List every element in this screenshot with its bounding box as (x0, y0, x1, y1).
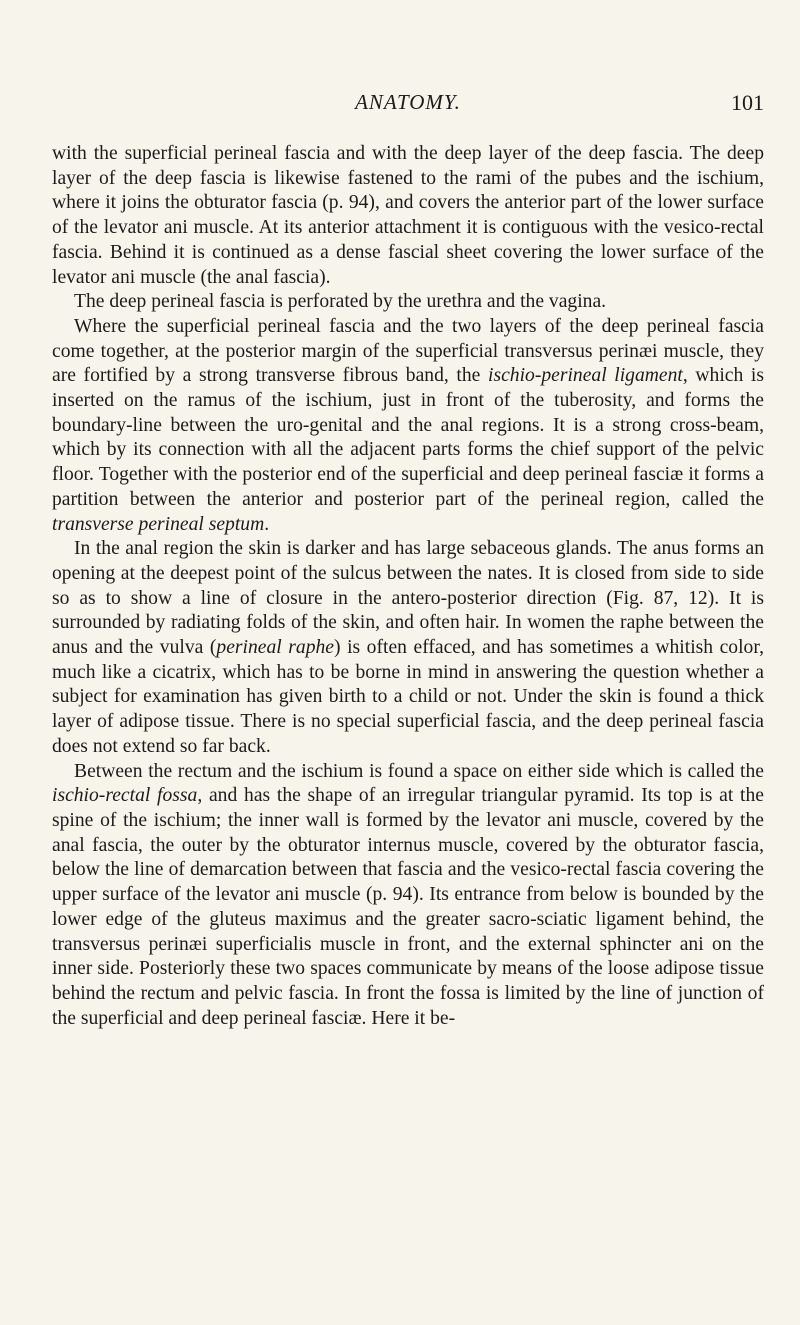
paragraph (52, 142, 764, 290)
italic-term: perineal raphe (216, 637, 334, 659)
text-run: Where the superficial perineal fascia and the two layers of the deep perineal fascia come together, at the posterior margin of the superficial transversus perinæi muscle, they are fortified by a strong transverse fibrous band, the (52, 315, 764, 387)
text-run: ) is often effaced, and has sometimes a whitish color, much like a cicatrix, which has to be borne in mind in answering the question whether a subject for examination has given birth to a child or not. Under the skin is found a thick layer of adipose tissue. There is no special superficial fascia, and the deep perineal fascia does not extend so far back. (52, 637, 764, 757)
text-run: with the superficial perineal fascia and with the deep layer of the deep fascia. The deep layer of the deep fascia is likewise fastened to the rami of the pubes and the ischium, where it joins the obturator fascia (p. 94), and covers the anterior part of the lower surface of the levator ani muscle. At its anterior attachment it is contiguous with the vesico-rectal fascia. Behind it is continued as a dense fascial sheet covering the lower surface of the levator ani muscle (the anal fascia). (52, 143, 764, 288)
running-head (52, 90, 764, 124)
paragraph (52, 537, 764, 759)
paragraph (52, 760, 764, 1032)
text-run: , which is inserted on the ramus of the ischium, just in front of the tuberosity, and forms the boundary-line between the uro-genital and the anal regions. It is a strong cross-beam, which by its connection with all the adjacent parts forms the chief support of the pelvic floor. Together with the posterior end of the superficial and deep perineal fasciæ it forms a partition between the anterior and posterior part of the perineal region, called the (52, 365, 764, 510)
italic-term: transverse perineal septum (52, 513, 265, 535)
paragraph (52, 315, 764, 537)
text-run: . (264, 513, 270, 535)
paragraph (52, 290, 764, 315)
text-run: In the anal region the skin is darker and has large sebaceous glands. The anus forms an opening at the deepest point of the sulcus between the nates. It is closed from side to side so as to show a line of closure in the antero-posterior direction (Fig. 87, 12). It is surrounded by radiating folds of the skin, and often hair. In women the raphe between the anus and the vulva ( (52, 538, 764, 659)
italic-term: ischio-rectal fossa (52, 785, 198, 807)
text-run: , and has the shape of an irregular triangular pyramid. Its top is at the spine of the ischium; the inner wall is formed by the levator ani muscle, covered by the anal fascia, the outer by the obturator internus muscle, covered by the obturator fascia, below the line of demarcation between that fascia and the vesico-rectal fascia covering the upper surface of the levator ani muscle (p. 94). Its entrance from below is bounded by the lower edge of the gluteus maximus and the greater sacro-sciatic ligament behind, the transversus perinæi superficialis muscle in front, and the external sphincter ani on the inner side. Posteriorly these two spaces communicate by means of the loose adipose tissue behind the rectum and pelvic fascia. In front the fossa is limited by the line of junction of the superficial and deep perineal fasciæ. Here it be- (52, 785, 764, 1029)
page-number: 101 (731, 90, 764, 115)
body-text (52, 142, 764, 1031)
text-run: Between the rectum and the ischium is found a space on either side which is called the (74, 760, 764, 782)
italic-term: ischio-perineal ligament (488, 365, 683, 387)
running-title: ANATOMY. (355, 90, 461, 114)
text-run: The deep perineal fascia is perforated by the urethra and the vagina. (74, 291, 607, 313)
